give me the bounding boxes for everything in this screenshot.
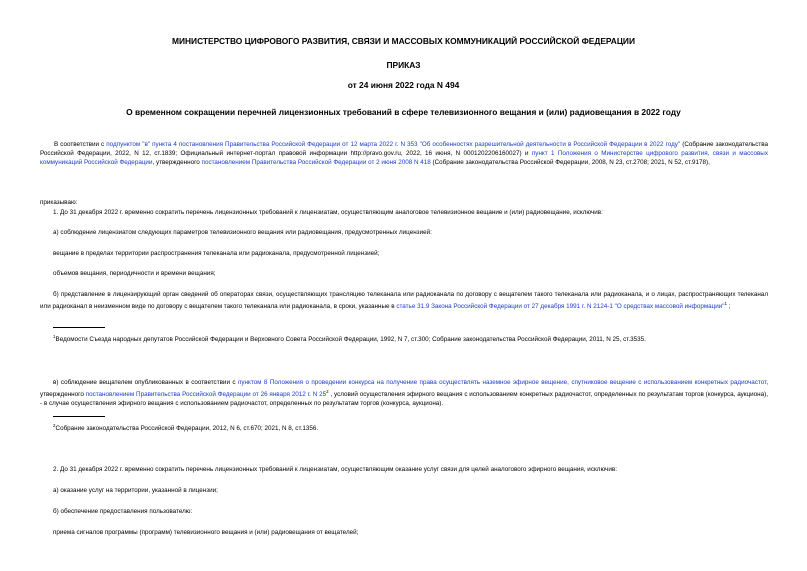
preamble-text-1: В соответствии с [54, 141, 107, 148]
link-resolution-418[interactable]: постановлением Правительства Российской Федерации от 2 июня 2008 N 418 [201, 159, 431, 166]
item-1v-text-2: , утвержденного [40, 379, 769, 399]
document-title: О временном сокращении перечней лицензионных требований в сфере телевизионного вещания и (или) радиовещания в 2022 году [126, 107, 681, 117]
footnote-separator-1 [53, 327, 105, 328]
item-1b-text: б) представление в лицензирующий орган сведений об операторах связи, осуществляющих трансляцию телеканала или радиоканала по договору с вещателем такого телеканала или радиоканала, и о лицах, распространяющих телеканал или радиоканал в неизменном виде по договору с вещателем такого телеканала или радиоканала, в сроки, указанные в [40, 291, 768, 311]
order-word: приказываю: [40, 199, 78, 206]
item-2b-1: приема сигналов программы (программ) телевизионного вещания и (или) радиовещания от вещателей; [53, 529, 359, 536]
link-resolution-353[interactable]: подпунктом "в" пункта 4 постановления Правительства Российской Федерации от 12 марта 2022 г. N 353 "Об особенностях разрешительной деятельности в Российской Федерации в 2022 году" [106, 141, 681, 148]
footnote-ref-1: 1 [724, 301, 728, 306]
link-resolution-25[interactable]: постановлением Правительства Российской Федерации от 26 января 2012 г. N 25 [85, 391, 327, 399]
link-mass-media-law[interactable]: статье 31.9 Закона Российской Федерации от 27 декабря 1991 г. N 2124-1 "О средствах массовой информации" [396, 303, 725, 311]
document-type: ПРИКАЗ [386, 60, 421, 70]
footnote-2 [53, 423, 318, 432]
item-1: 1. До 31 декабря 2022 г. временно сократить перечень лицензионных требований к лицензиатам, осуществляющим аналоговое телевизионное вещание и (или) радиовещание, исключив: [53, 209, 603, 216]
ministry-title: МИНИСТЕРСТВО ЦИФРОВОГО РАЗВИТИЯ, СВЯЗИ И МАССОВЫХ КОММУНИКАЦИЙ РОССИЙСКОЙ ФЕДЕРАЦИИ [172, 36, 635, 46]
link-contest-regulation[interactable]: пунктом 8 Положения о проведении конкурса на получение права осуществлять наземное эфирное вещение, спутниковое вещение с использованием конкретных радиочастот [237, 379, 767, 386]
preamble-paragraph [40, 140, 768, 167]
item-1v-text-3: , условий осуществления эфирного вещания с использованием конкретных радиочастот, определенных по результатам торгов (конкурса, аукциона), - в случае осуществления эфирного вещания с использованием радиочастот, определенных по результатам торгов (конкурса, аукциона). [40, 391, 768, 408]
preamble-text-3: , утвержденного [152, 159, 202, 166]
item-2b: б) обеспечение предоставления пользователю: [53, 508, 193, 515]
item-1v-text-1: в) соблюдение вещателем опубликованных в соответствии с [53, 379, 238, 386]
footnote-1-text: Ведомости Съезда народных депутатов Российской Федерации и Верховного Совета Российской Федерации, 1992, N 7, ст.300; Собрание законодательства Российской Федерации, 2011, N 25, ст.3535. [55, 336, 646, 344]
footnote-1 [53, 334, 646, 343]
item-1a: а) соблюдение лицензиатом следующих параметров телевизионного вещания или радиовещания, предусмотренных лицензией: [53, 229, 432, 236]
preamble-text-4: (Собрание законодательства Российской Федерации, 2008, N 23, ст.2708; 2021, N 52, ст.9178), [430, 159, 710, 166]
footnote-ref-2: 2 [326, 389, 329, 394]
preamble-text-2: (Собрание законодательства Российской Федерации, 2022, N 12, ст.1839; Официальный интернет-портал правовой информации http://pravo.gov.ru, 2022, 16 июня, N 0001202206160027) и [40, 141, 768, 157]
item-1v [40, 378, 768, 408]
footnote-separator-2 [53, 416, 105, 417]
item-1a-1: вещание в пределах территории распространения телеканала или радиоканала, предусмотренной лицензией; [53, 250, 380, 257]
item-1b [40, 290, 768, 311]
item-1b-end: ; [727, 303, 731, 311]
item-2a: а) оказание услуг на территории, указанной в лицензии; [53, 487, 218, 494]
item-1a-2: объемов вещания, периодичности и времени вещания; [53, 270, 216, 277]
footnote-2-mark: 2 [53, 423, 56, 428]
footnote-1-mark: 1 [53, 334, 56, 339]
link-ministry-regulation[interactable]: пункт 1 Положения о Министерстве цифрового развития, связи и массовых коммуникаций Российской Федерации [40, 150, 768, 166]
document-date-number: от 24 июня 2022 года N 494 [347, 80, 460, 90]
footnote-2-text: Собрание законодательства Российской Федерации, 2012, N 6, ст.670; 2021, N 8, ст.1356. [55, 425, 319, 433]
item-2: 2. До 31 декабря 2022 г. временно сократить перечень лицензионных требований к лицензиатам, осуществляющим оказание услуг связи для целей аналогового эфирного вещания, исключив: [53, 466, 617, 473]
